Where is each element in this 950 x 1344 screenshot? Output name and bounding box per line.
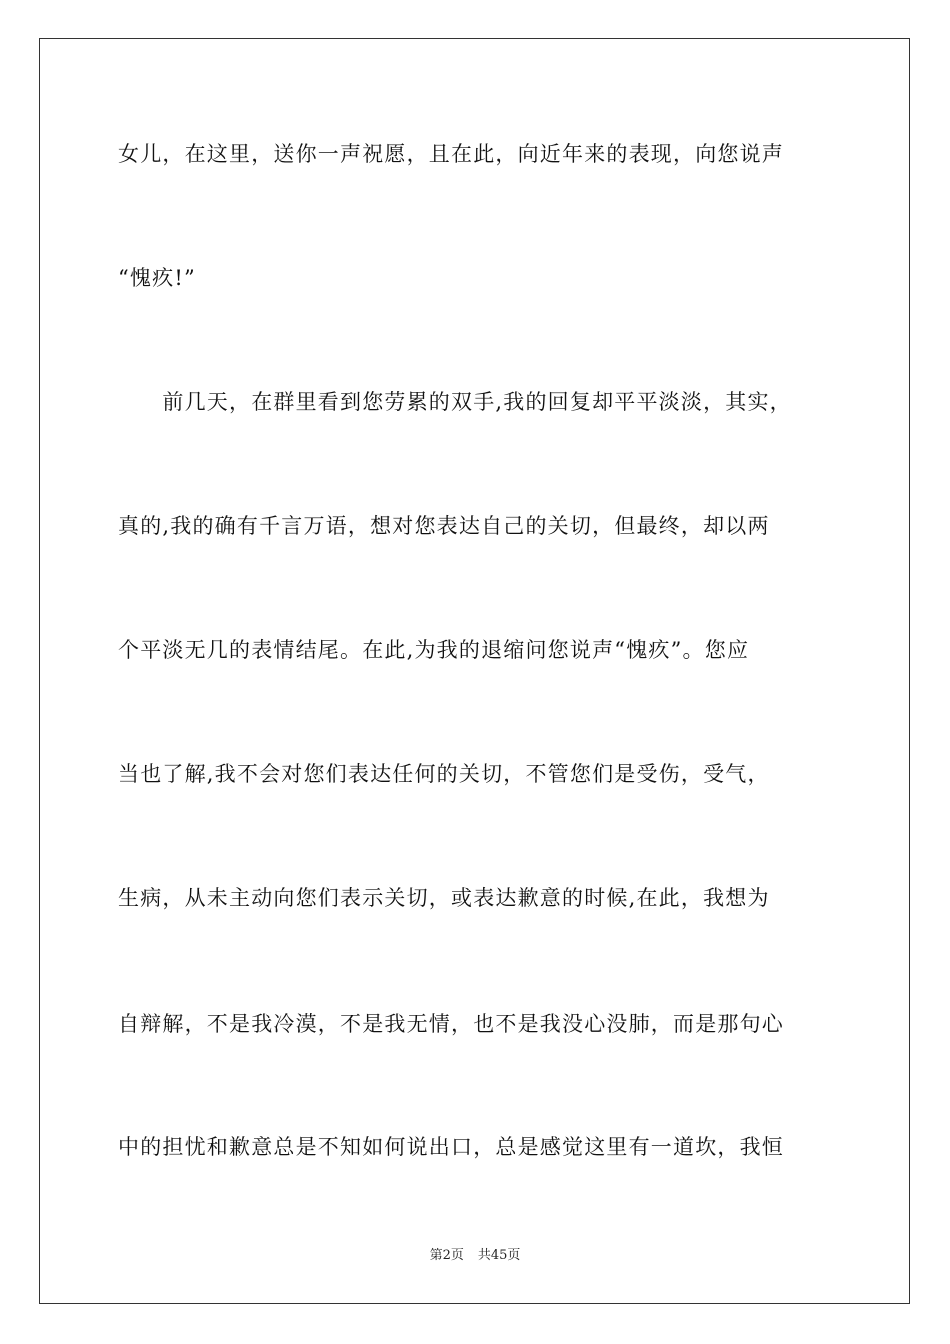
page-border [39,38,910,1304]
body-text-line: 真的,我的确有千言万语，想对您表达自己的关切，但最终，却以两 [118,514,770,538]
body-text-line: 生病，从未主动向您们表示关切，或表达歉意的时候,在此，我想为 [118,886,770,910]
page-footer [0,1247,950,1265]
body-text-line: 女儿，在这里，送你一声祝愿，且在此，向近年来的表现，向您说声 [118,142,784,166]
body-text-line: “愧疚!” [118,266,196,290]
body-text-line: 前几天，在群里看到您劳累的双手,我的回复却平平淡淡，其实， [118,390,792,414]
body-text-line: 当也了解,我不会对您们表达任何的关切，不管您们是受伤，受气， [118,762,770,786]
page-total: 共45页 [477,1248,521,1263]
body-text-line: 中的担忧和歉意总是不知如何说出口，总是感觉这里有一道坎，我恒 [118,1135,784,1159]
body-text-line: 自辩解，不是我冷漠，不是我无情，也不是我没心没肺，而是那句心 [118,1012,784,1036]
body-text-line: 个平淡无几的表情结尾。在此,为我的退缩问您说声“愧疚”。您应 [118,638,750,662]
page-number: 第2页 [429,1248,464,1263]
